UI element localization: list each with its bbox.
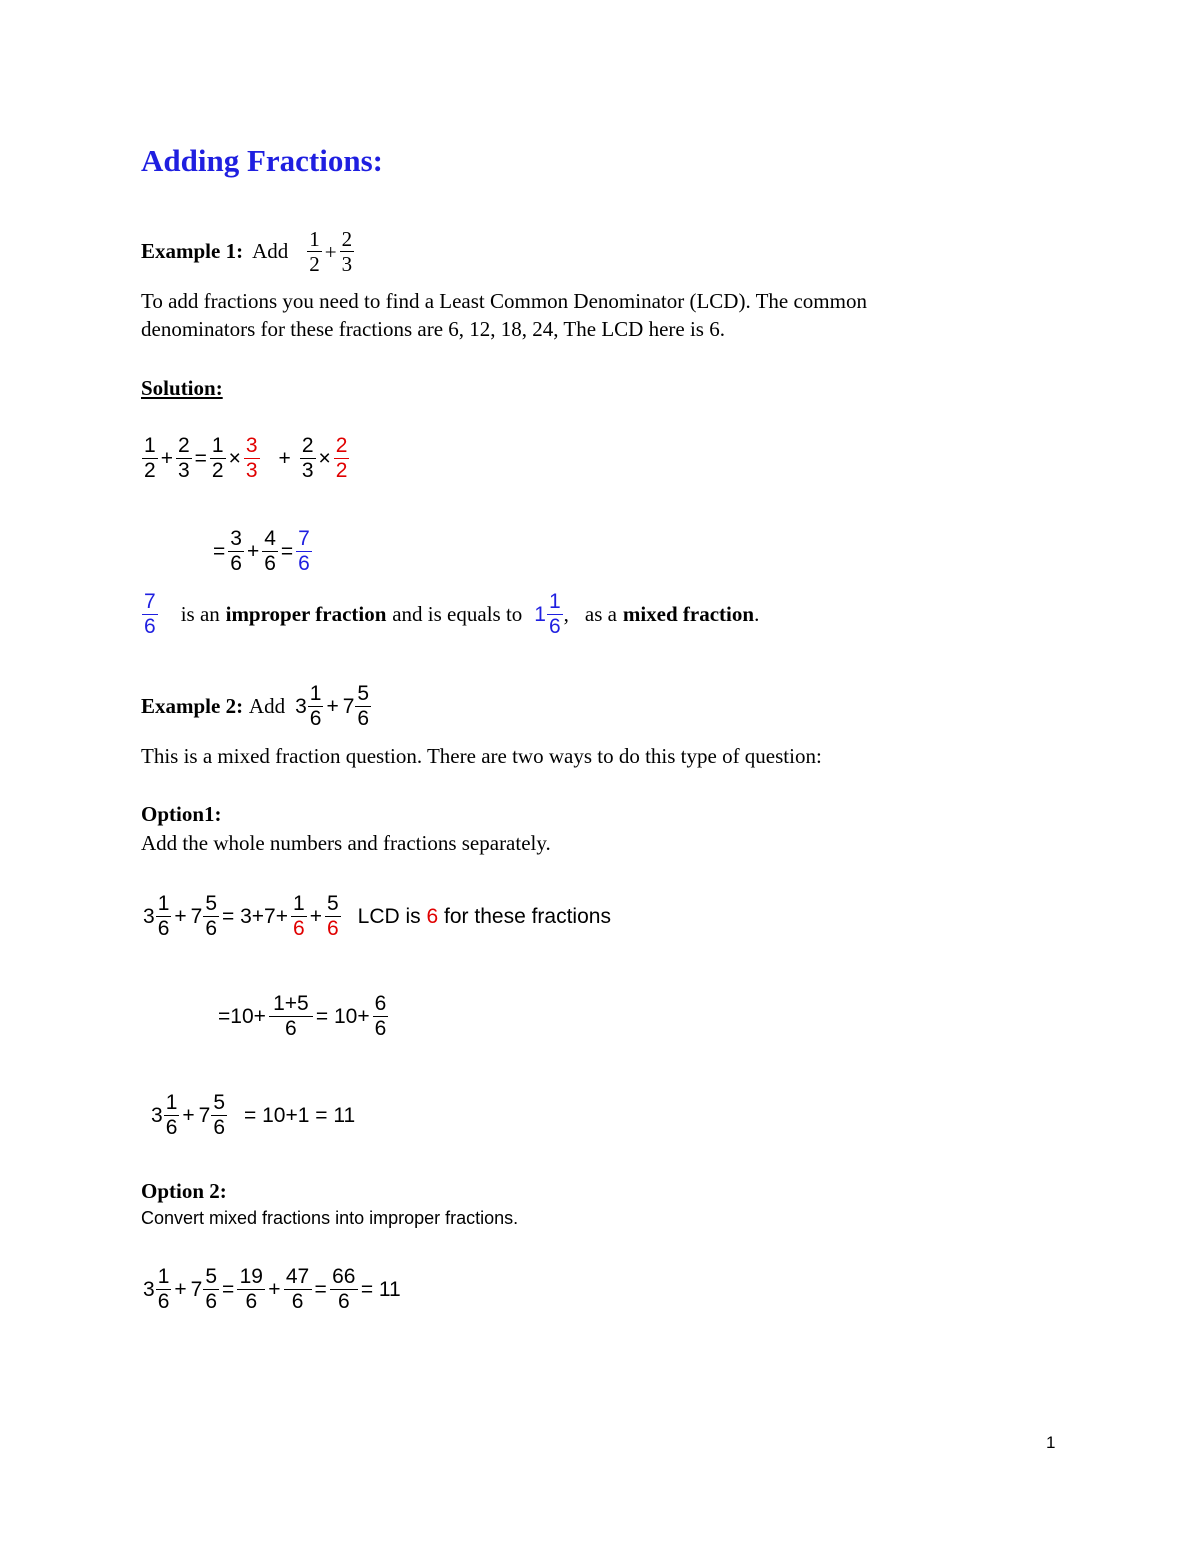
frac: $\frac{2}{3}$ (301, 434, 314, 482)
frac: $\frac{5}{6}$ (205, 1265, 218, 1313)
whole: 3 (151, 1103, 163, 1127)
equals: = (213, 539, 226, 563)
frac: $\frac{1}{6}$ (157, 1265, 170, 1313)
whole: 3 (143, 1277, 155, 1301)
text: is an (180, 602, 220, 626)
equals-expression: = 10+ (315, 1004, 370, 1028)
plus: + (246, 539, 260, 563)
frac-red-denominator: $\frac{5}{6}$ (326, 892, 339, 940)
frac-red-denominator: $\frac{1}{6}$ (293, 892, 305, 940)
comma: , (563, 602, 569, 626)
frac: $\frac{47}{6}$ (284, 1265, 312, 1314)
text-bold: mixed fraction (622, 602, 755, 626)
equals: = (222, 1277, 235, 1301)
whole: 7 (190, 904, 203, 928)
example1-frac-1: $\frac{1}{2}$ (309, 227, 320, 276)
multiplier-frac: $\frac{2}{2}$ (335, 434, 348, 482)
example1-paragraph-line1: To add fractions you need to find a Least Common Denominator (LCD). The common (141, 289, 867, 313)
frac: $\frac{1}{6}$ (157, 892, 170, 940)
frac: $\frac{5}{6}$ (205, 892, 218, 940)
frac: $\frac{1}{6}$ (309, 682, 322, 730)
text: as a (584, 602, 617, 626)
option2-label: Option 2: (141, 1179, 227, 1203)
option1-description: Add the whole numbers and fractions separately. (141, 831, 551, 855)
solution-label: Solution: (141, 376, 223, 400)
example2-add: Add (248, 694, 286, 718)
frac: $\frac{2}{3}$ (177, 434, 190, 482)
frac: $\frac{19}{6}$ (237, 1265, 265, 1314)
whole: 7 (198, 1103, 211, 1127)
plus: + (278, 446, 291, 470)
option2-line1 (141, 1265, 403, 1314)
example2-paragraph: This is a mixed fraction question. There are two ways to do this type of question: (141, 744, 822, 768)
option1-line3 (149, 1091, 357, 1140)
plus: + (309, 904, 322, 928)
times: × (318, 446, 331, 470)
equals: = (194, 446, 207, 470)
option1-label: Option1: (141, 802, 222, 826)
multiplier-frac: $\frac{3}{3}$ (245, 434, 258, 482)
example1-label: Example 1: (141, 239, 244, 263)
solution-line1 (141, 434, 350, 483)
plus: + (174, 1277, 187, 1301)
frac: $\frac{5}{6}$ (213, 1091, 226, 1139)
frac: $\frac{4}{6}$ (264, 527, 276, 575)
frac: $\frac{3}{6}$ (230, 527, 242, 575)
text: and is equals to (392, 602, 523, 626)
whole: 7 (342, 694, 355, 718)
improper-frac: $\frac{7}{6}$ (144, 590, 156, 638)
example1-paragraph-line2: denominators for these fractions are 6, 12, 18, 24, The LCD here is 6. (141, 317, 725, 341)
option1-line2 (216, 992, 389, 1041)
whole: 7 (190, 1277, 203, 1301)
text-bold: improper fraction (225, 602, 387, 626)
plus: + (182, 1103, 195, 1127)
frac: $\frac{6}{6}$ (374, 992, 387, 1040)
equals: = (314, 1277, 327, 1301)
frac: $\frac{66}{6}$ (330, 1265, 358, 1314)
result-expression: = 11 (360, 1277, 401, 1301)
page-title: Adding Fractions: (141, 143, 383, 178)
frac: $\frac{1}{2}$ (144, 434, 156, 482)
improper-sentence (141, 590, 759, 639)
result-expression: = 10+1 = 11 (244, 1103, 356, 1127)
example1-frac-2: $\frac{2}{3}$ (341, 227, 353, 276)
example2-heading (141, 682, 372, 731)
plus: + (326, 694, 339, 718)
page-number: 1 (1046, 1433, 1056, 1452)
example1-add: Add (252, 239, 289, 263)
whole: 3 (295, 694, 307, 718)
equals: = (280, 539, 294, 563)
result-frac: $\frac{7}{6}$ (298, 527, 310, 575)
example1-heading (141, 227, 355, 276)
frac: $\frac{1}{6}$ (165, 1091, 178, 1139)
lcd-text: LCD is (357, 904, 421, 928)
times: × (228, 446, 241, 470)
whole: 3 (143, 904, 155, 928)
plus: + (160, 446, 173, 470)
option1-line1 (141, 892, 611, 941)
mixed-frac: $\frac{1}{6}$ (548, 590, 561, 638)
plus: + (174, 904, 187, 928)
mixed-whole: 1 (534, 602, 546, 626)
period: . (754, 602, 760, 626)
option2-description: Convert mixed fractions into improper fractions. (141, 1208, 519, 1228)
equals-expression: = 3+7+ (222, 904, 288, 928)
lcd-text: for these fractions (444, 904, 611, 928)
equals-expression: =10+ (218, 1004, 266, 1028)
example2-label: Example 2: (141, 694, 244, 718)
solution-line2 (211, 527, 313, 576)
frac: $\frac{5}{6}$ (357, 682, 370, 730)
plus: + (268, 1277, 281, 1301)
frac: $\frac{1}{2}$ (211, 434, 224, 482)
frac: $\frac{1+5}{6}$ (269, 992, 313, 1041)
example1-plus: + (324, 239, 337, 264)
lcd-number: 6 (426, 904, 439, 928)
